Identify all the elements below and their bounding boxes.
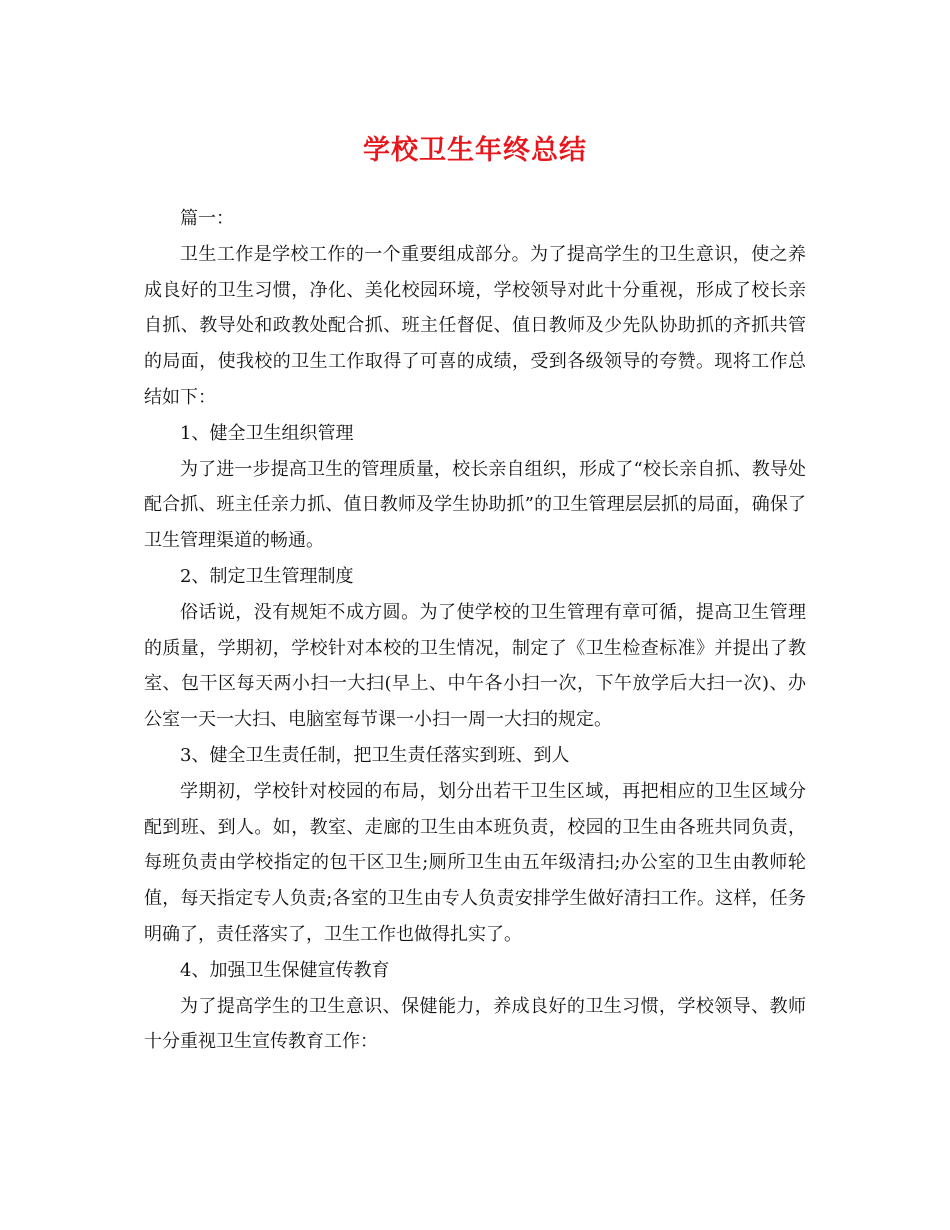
body-paragraph: 学期初，学校针对校园的布局，划分出若干卫生区域，再把相应的卫生区域分配到班、到人。如，教室、走廊的卫生由本班负责，校园的卫生由各班共同负责，每班负责由学校指定的包干区卫生;厕所卫生由五年级清扫;办公室的卫生由教师轮值，每天指定专人负责;各室的卫生由专人负责安排学生做好清扫工作。这样，任务明确了，责任落实了，卫生工作也做得扎实了。 [144,780,806,945]
body-paragraph: 俗话说，没有规矩不成方圆。为了使学校的卫生管理有章可循，提高卫生管理的质量，学期初，学校针对本校的卫生情况，制定了《卫生检查标准》并提出了教室、包干区每天两小扫一大扫(早上、中午各小扫一次，下午放学后大扫一次)、办公室一天一大扫、电脑室每节课一小扫一周一大扫的规定。 [144,601,806,731]
body-paragraph: 为了提高学生的卫生意识、保健能力，养成良好的卫生习惯，学校领导、教师十分重视卫生宣传教育工作： [144,995,806,1053]
document-body [144,201,806,1060]
section-label: 篇一： [180,208,234,229]
section-heading: 2、制定卫生管理制度 [180,565,354,587]
body-paragraph: 卫生工作是学校工作的一个重要组成部分。为了提高学生的卫生意识，使之养成良好的卫生习惯，净化、美化校园环境，学校领导对此十分重视，形成了校长亲自抓、教导处和政教处配合抓、班主任督促、值日教师及少先队协助抓的齐抓共管的局面，使我校的卫生工作取得了可喜的成绩，受到各级领导的夸赞。现将工作总结如下： [144,243,806,408]
section-heading: 4、加强卫生保健宣传教育 [180,959,390,981]
section-heading: 1、健全卫生组织管理 [180,422,354,444]
section-heading: 3、健全卫生责任制，把卫生责任落实到班、到人 [180,744,570,766]
document-title: 学校卫生年终总结 [363,135,587,166]
body-paragraph: 为了进一步提高卫生的管理质量，校长亲自组织，形成了“校长亲自抓、教导处配合抓、班主任亲力抓、值日教师及学生协助抓”的卫生管理层层抓的局面，确保了卫生管理渠道的畅通。 [144,458,806,552]
